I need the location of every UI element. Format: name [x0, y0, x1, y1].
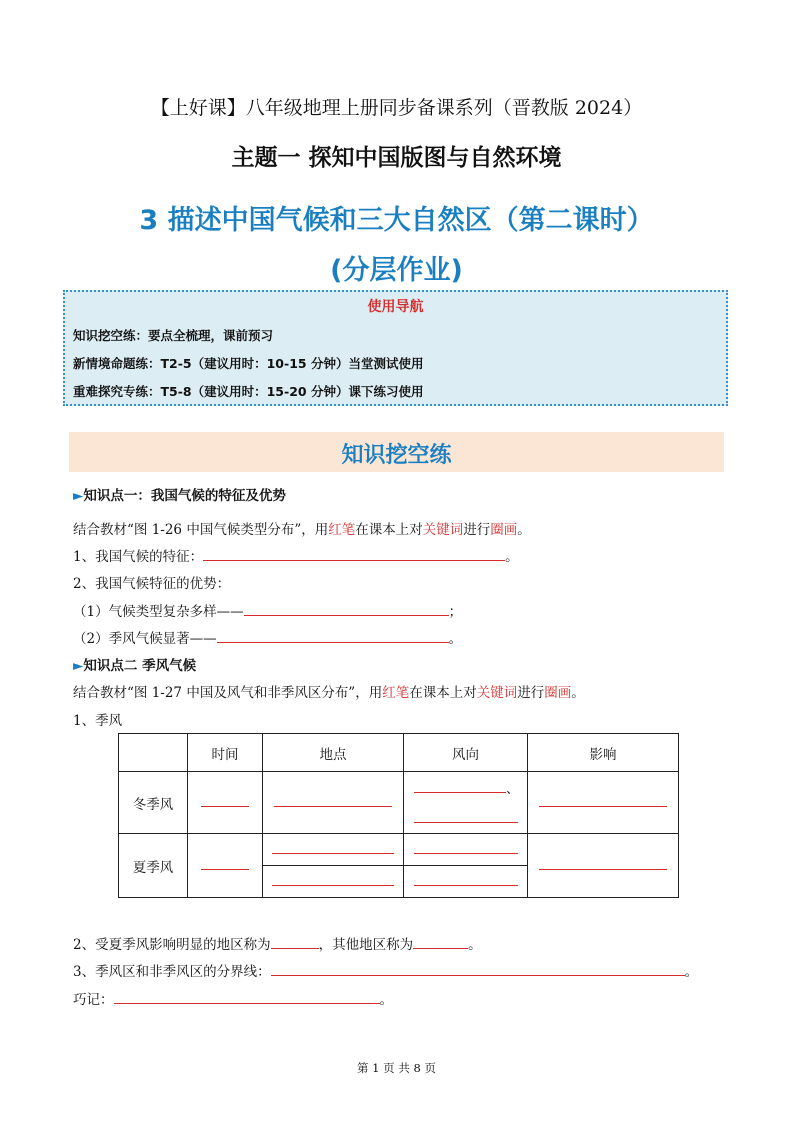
- kp2-q2: 2、受夏季风影响明显的地区称为 ，其他地区称为 。: [73, 937, 482, 953]
- summer-place-cell-2[interactable]: [263, 866, 404, 898]
- summer-time-cell[interactable]: [188, 834, 263, 898]
- answer-blank[interactable]: [413, 935, 468, 949]
- subtitle: (分层作业): [330, 255, 463, 286]
- winter-place-cell[interactable]: [263, 772, 404, 834]
- series-title: 【上好课】八年级地理上册同步备课系列（晋教版 2024）: [150, 97, 643, 119]
- guide-title: 使用导航: [367, 299, 424, 315]
- answer-blank[interactable]: [271, 962, 685, 976]
- answer-blank[interactable]: [244, 602, 449, 616]
- kp2-memo: 巧记： 。: [73, 992, 393, 1008]
- monsoon-table: [118, 733, 679, 898]
- answer-blank[interactable]: [217, 629, 449, 643]
- kp1-heading: ►知识点一：我国气候的特征及优势: [73, 488, 286, 504]
- table-header-row: [119, 734, 679, 772]
- triangle-marker-icon: ►: [73, 488, 84, 504]
- kp1-q2b: （2）季风气候显著—— 。: [73, 631, 463, 647]
- kp2-heading: ►知识点二 季风气候: [73, 658, 197, 674]
- summer-influence-cell[interactable]: [528, 834, 679, 898]
- answer-blank[interactable]: [271, 935, 319, 949]
- kp1-q1: 1、我国气候的特征： 。: [73, 549, 519, 565]
- guide-line-1: 知识挖空练：要点全梳理，课前预习: [73, 328, 274, 343]
- triangle-marker-icon: ►: [73, 658, 84, 674]
- summer-row-1: [119, 834, 679, 866]
- answer-blank[interactable]: [203, 547, 505, 561]
- col-direction: 风向: [404, 734, 528, 772]
- theme-title: 主题一 探知中国版图与自然环境: [231, 145, 562, 171]
- summer-label: 夏季风: [119, 834, 188, 898]
- kp2-q1: 1、季风: [73, 713, 123, 729]
- kp2-instruction: 结合教材“图 1-27 中国及风气和非季风区分布”，用红笔在课本上对关键词进行圈画。: [73, 685, 585, 701]
- page-footer: 第 1 页 共 8 页: [357, 1061, 436, 1075]
- summer-direction-cell-2[interactable]: [404, 866, 528, 898]
- winter-label: 冬季风: [119, 772, 188, 834]
- col-place: 地点: [263, 734, 404, 772]
- winter-row: [119, 772, 679, 834]
- col-time: 时间: [188, 734, 263, 772]
- usage-guide-box: [63, 290, 728, 406]
- section-header: [69, 432, 724, 472]
- winter-influence-cell[interactable]: [528, 772, 679, 834]
- winter-time-cell[interactable]: [188, 772, 263, 834]
- guide-line-3: 重难探究专练：T5-8（建议用时：15-20 分钟）课下练习使用: [73, 384, 424, 399]
- kp1-q2: 2、我国气候特征的优势：: [73, 576, 231, 592]
- section-title: 知识挖空练: [341, 443, 452, 468]
- answer-blank[interactable]: [114, 990, 380, 1004]
- col-influence: 影响: [528, 734, 679, 772]
- kp2-q3: 3、季风区和非季风区的分界线： 。: [73, 964, 699, 980]
- guide-line-2: 新情境命题练：T2-5（建议用时：10-15 分钟）当堂测试使用: [73, 356, 424, 371]
- winter-direction-cell[interactable]: 、: [404, 772, 528, 834]
- kp1-q2a: （1）气候类型复杂多样—— ；: [73, 604, 463, 620]
- summer-direction-cell-1[interactable]: [404, 834, 528, 866]
- summer-place-cell-1[interactable]: [263, 834, 404, 866]
- lesson-title: 3 描述中国气候和三大自然区（第二课时）: [139, 205, 654, 236]
- kp1-instruction: 结合教材“图 1-26 中国气候类型分布”，用红笔在课本上对关键词进行圈画。: [73, 522, 531, 538]
